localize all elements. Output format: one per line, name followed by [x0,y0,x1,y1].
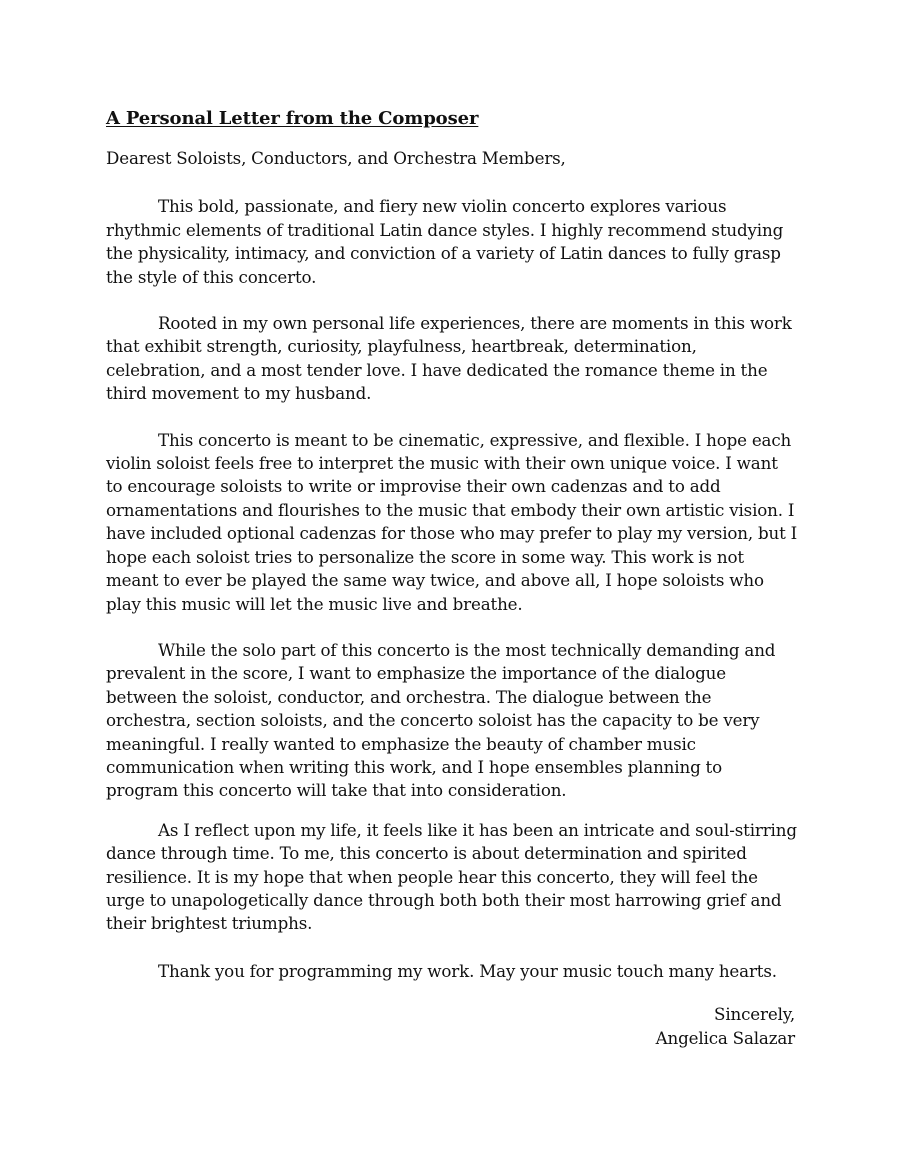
paragraph-reflection: As I reflect upon my life, it feels like it has been an intricate and soul-stirring dance through time. To me, this concerto is about determination and spirited resilience. It is my hope that when people hear this concerto, they will feel the urge to unapologetically dance through both both their most harrowing grief and their brightest triumphs. [106,819,797,934]
closing-phrase: Sincerely, [714,1004,795,1025]
letter-body [106,106,798,1050]
signature-name: Angelica Salazar [655,1027,795,1048]
paragraph-personal-experiences: Rooted in my own personal life experiences, there are moments in this work that exhibit strength, curiosity, playfulness, heartbreak, determination, celebration, and a most tender love. I have dedicated the romance theme in the third movement to my husband. [106,313,792,404]
paragraph-intro: This bold, passionate, and fiery new violin concerto explores various rhythmic elements of traditional Latin dance styles. I highly recommend studying the physicality, intimacy, and conviction of a variety of Latin dances to fully grasp the style of this concerto. [106,196,784,287]
paragraph-dialogue: While the solo part of this concerto is the most technically demanding and prevalent in the score, I want to emphasize the importance of the dialogue between the soloist, conductor, and orchestra. The dialogue between the orchestra, section soloists, and the concerto soloist has the capacity to be very meaningful. I really wanted to emphasize the beauty of chamber music communication when writing this work, and I hope ensembles planning to program this concerto will take that into consideration. [106,639,776,801]
letter-title: A Personal Letter from the Composer [106,108,479,129]
salutation: Dearest Soloists, Conductors, and Orchestra Members, [106,148,566,168]
closing-block [106,1003,798,1050]
paragraph-thanks: Thank you for programming my work. May your music touch many hearts. [158,960,777,981]
paragraph-interpretation: This concerto is meant to be cinematic, expressive, and flexible. I hope each violin soloist feels free to interpret the music with their own unique voice. I want to encourage soloists to write or improvise their own cadenzas and to add ornamentations and flourishes to the music that embody their own artistic vision. I have included optional cadenzas for those who may prefer to play my version, but I hope each soloist tries to personalize the score in some way. This work is not meant to ever be played the same way twice, and above all, I hope soloists who play this music will let the music live and breathe. [106,429,798,614]
